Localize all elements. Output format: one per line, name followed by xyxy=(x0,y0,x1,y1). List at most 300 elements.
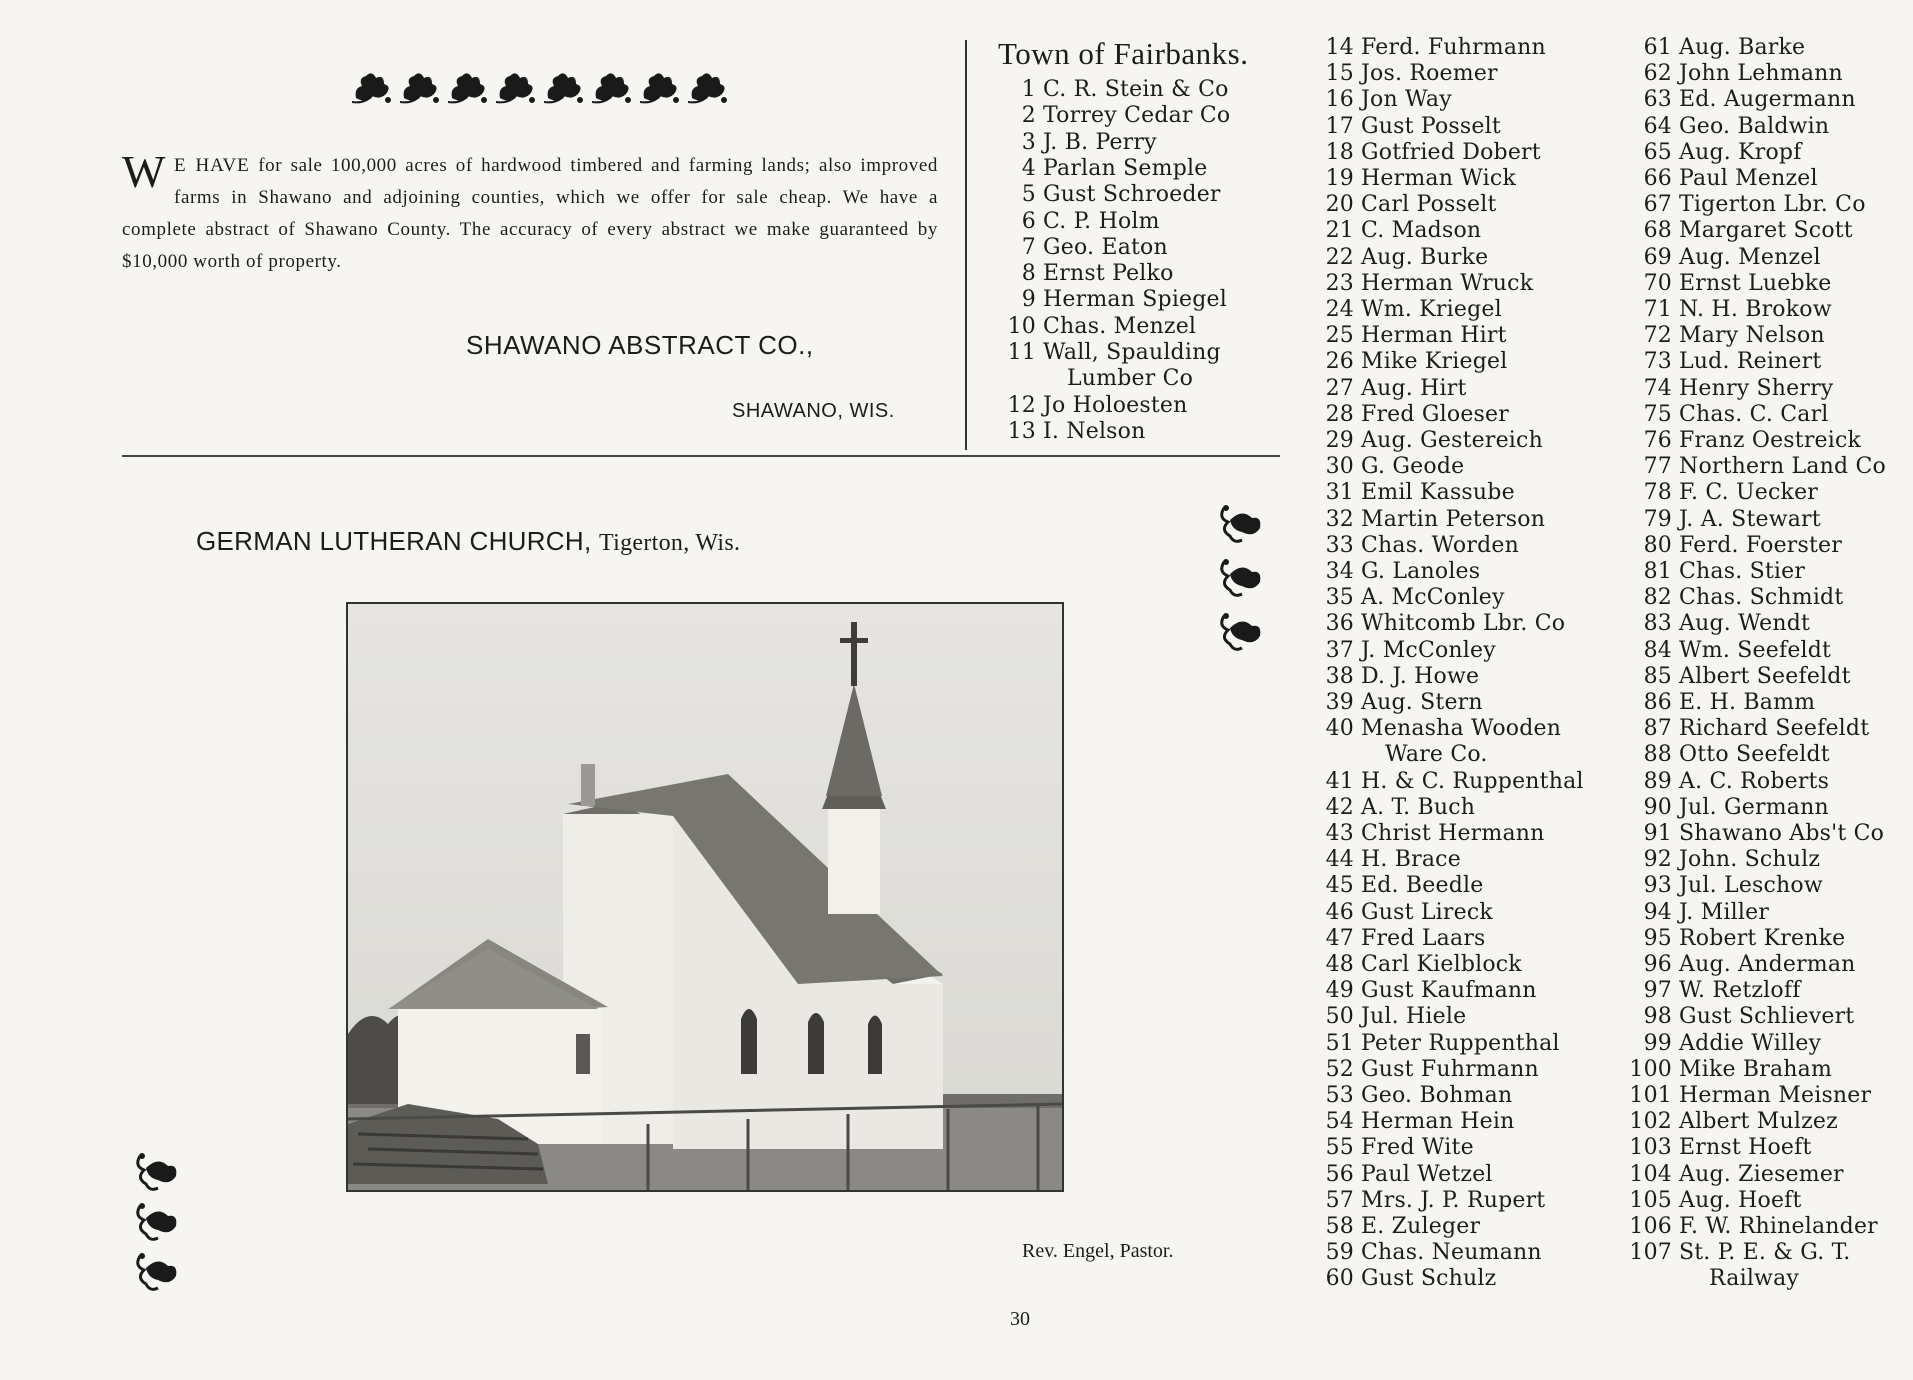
owner-row xyxy=(1318,114,1501,140)
vertical-divider xyxy=(965,40,967,450)
owner-row xyxy=(1318,166,1516,192)
fleuron-icon xyxy=(686,66,730,108)
owner-number: 34 xyxy=(1325,559,1354,584)
owner-name: Emil Kassube xyxy=(1361,480,1515,506)
fleuron-icon xyxy=(398,66,442,108)
owner-name: Aug. Menzel xyxy=(1679,244,1821,270)
owner-name: N. H. Brokow xyxy=(1679,297,1832,322)
owner-number: 95 xyxy=(1643,925,1672,951)
church-title-caps: GERMAN LUTHERAN CHURCH, xyxy=(196,526,592,556)
owner-number: 49 xyxy=(1325,978,1354,1004)
owner-row xyxy=(1318,664,1479,690)
owner-row xyxy=(1318,690,1483,716)
ad-body: for sale 100,000 acres of hardwood timbered and farming lands; also improved farms in Shawano and adjoining counties, which we offer for sale cheap. We have a complete abstract of Shawano County. The accuracy of every abstract we make guaranteed by $10,000 worth of property. xyxy=(122,155,938,272)
owner-row xyxy=(1318,1057,1539,1083)
owner-row xyxy=(1318,454,1464,480)
owner-number: 13 xyxy=(1007,418,1036,444)
owner-name: Jos. Roemer xyxy=(1361,61,1498,87)
owner-number: 88 xyxy=(1643,742,1672,768)
owner-row xyxy=(1318,1188,1545,1214)
owner-number: 11 xyxy=(1007,340,1036,365)
owner-name: Otto Seefeldt xyxy=(1679,742,1830,768)
owner-row xyxy=(1318,61,1498,87)
owner-row xyxy=(1628,61,1843,87)
owner-number: 50 xyxy=(1325,1004,1354,1030)
owner-name: E. Zuleger xyxy=(1361,1214,1481,1239)
owner-name: Herman Wick xyxy=(1361,166,1516,191)
owner-row xyxy=(1628,821,1884,847)
owner-name: Margaret Scott xyxy=(1679,218,1853,244)
owner-number: 97 xyxy=(1643,978,1672,1004)
owner-name: Tigerton Lbr. Co xyxy=(1679,192,1866,218)
owner-number: 54 xyxy=(1325,1109,1354,1135)
owner-row xyxy=(1628,1135,1812,1161)
owner-number: 36 xyxy=(1325,611,1354,637)
owner-number: 8 xyxy=(1021,261,1036,287)
owner-row xyxy=(1318,1083,1512,1109)
fleuron-icon xyxy=(542,66,586,108)
owner-row xyxy=(1318,978,1537,1004)
vine-icon xyxy=(132,1150,184,1198)
owner-row xyxy=(1628,297,1832,323)
owner-name: Albert Seefeldt xyxy=(1679,663,1851,689)
owner-row xyxy=(1318,349,1507,375)
owner-number: 82 xyxy=(1643,585,1672,611)
owner-row xyxy=(1318,87,1452,113)
owner-name: Whitcomb Lbr. Co xyxy=(1361,611,1566,637)
owner-name: Jul. Leschow xyxy=(1679,873,1823,899)
owner-name: Chas. Stier xyxy=(1679,559,1806,584)
horizontal-divider xyxy=(122,455,1280,457)
company-name: SHAWANO ABSTRACT CO., xyxy=(466,330,814,360)
owner-number: 52 xyxy=(1325,1056,1354,1082)
owner-row xyxy=(1000,235,1168,261)
fleuron-icon xyxy=(494,66,538,108)
owner-number: 68 xyxy=(1643,218,1672,244)
owner-name: St. P. E. & G. T. xyxy=(1679,1240,1851,1266)
vine-icon xyxy=(132,1200,184,1248)
owner-name: Menasha Wooden xyxy=(1361,716,1562,742)
owner-row xyxy=(1628,349,1821,375)
church-title-place: Tigerton, Wis. xyxy=(599,530,741,556)
owner-number: 16 xyxy=(1325,87,1354,113)
owner-row xyxy=(1318,192,1497,218)
owner-number: 66 xyxy=(1643,166,1672,191)
owner-number: 30 xyxy=(1325,454,1354,480)
owner-number: 99 xyxy=(1643,1030,1672,1056)
owner-row xyxy=(1628,716,1869,742)
owner-name: Paul Menzel xyxy=(1679,166,1818,191)
owner-number: 1 xyxy=(1021,77,1036,102)
owner-number: 6 xyxy=(1021,208,1036,234)
owner-row xyxy=(1318,218,1481,244)
owner-row xyxy=(1318,926,1486,952)
owner-name: Herman Hein xyxy=(1361,1109,1515,1135)
owner-row xyxy=(1628,271,1832,297)
owner-row xyxy=(1000,393,1188,419)
owner-row xyxy=(1628,638,1831,664)
owner-row xyxy=(1000,103,1230,129)
owner-number: 56 xyxy=(1325,1161,1354,1187)
owner-row xyxy=(1628,323,1825,349)
owner-row xyxy=(1318,1214,1480,1240)
owner-row xyxy=(1318,585,1505,611)
owner-row xyxy=(1628,585,1843,611)
vine-icon xyxy=(1216,502,1268,550)
owner-name: Geo. Bohman xyxy=(1361,1083,1513,1108)
owner-name: Richard Seefeldt xyxy=(1679,716,1870,742)
owner-name: Chas. Menzel xyxy=(1043,313,1197,339)
owner-number: 62 xyxy=(1643,61,1672,87)
owner-name: Geo. Baldwin xyxy=(1679,113,1830,139)
owner-row xyxy=(1628,1188,1802,1214)
owner-row xyxy=(1628,1240,1850,1266)
owner-number: 55 xyxy=(1325,1135,1354,1161)
owner-number: 94 xyxy=(1643,899,1672,925)
owner-name: Wall, Spaulding xyxy=(1043,340,1221,365)
owner-name: J. A. Stewart xyxy=(1679,506,1821,532)
owner-number: 20 xyxy=(1325,192,1354,218)
owner-number: 86 xyxy=(1643,690,1672,715)
owner-row xyxy=(1628,847,1820,873)
owner-number: 21 xyxy=(1325,218,1354,244)
owner-name: Torrey Cedar Co xyxy=(1043,103,1231,129)
vine-icon xyxy=(1216,556,1268,604)
owner-row xyxy=(1000,419,1146,445)
owner-number: 51 xyxy=(1325,1030,1354,1056)
owner-number: 102 xyxy=(1629,1109,1672,1135)
owner-name: F. W. Rhinelander xyxy=(1679,1214,1878,1239)
owner-name: Parlan Semple xyxy=(1043,155,1208,181)
owner-name: Chas. Schmidt xyxy=(1679,585,1844,611)
owner-row xyxy=(1318,323,1507,349)
owner-number: 69 xyxy=(1643,244,1672,270)
owner-row xyxy=(1628,114,1829,140)
owner-number: 96 xyxy=(1643,952,1672,977)
owner-name: Gust Fuhrmann xyxy=(1361,1056,1539,1082)
owner-number: 76 xyxy=(1643,428,1672,453)
owner-number: 31 xyxy=(1325,480,1354,506)
owner-name: C. Madson xyxy=(1361,218,1482,244)
owner-name: D. J. Howe xyxy=(1361,663,1480,689)
owner-name: Herman Spiegel xyxy=(1043,287,1228,313)
owner-name: Gust Schlievert xyxy=(1679,1004,1855,1030)
owner-row xyxy=(1318,900,1493,926)
owner-number: 35 xyxy=(1325,585,1354,611)
owner-number: 93 xyxy=(1643,873,1672,899)
owner-name: G. Geode xyxy=(1361,454,1465,480)
owner-number: 67 xyxy=(1643,192,1672,218)
owner-number: 64 xyxy=(1643,113,1672,139)
owner-number: 14 xyxy=(1325,35,1354,60)
owner-number: 29 xyxy=(1325,428,1354,453)
owner-name: Jon Way xyxy=(1361,87,1452,113)
owner-row xyxy=(1318,821,1545,847)
owner-row xyxy=(1628,140,1802,166)
owner-number: 42 xyxy=(1325,794,1354,820)
owner-name: Paul Wetzel xyxy=(1361,1161,1493,1187)
owner-name: Northern Land Co xyxy=(1679,454,1886,480)
owner-row xyxy=(1318,847,1461,873)
owner-name: Ed. Beedle xyxy=(1361,873,1484,899)
owner-row xyxy=(1628,978,1801,1004)
owner-number: 38 xyxy=(1325,663,1354,689)
owner-number: 41 xyxy=(1325,768,1354,794)
owner-row xyxy=(1628,402,1829,428)
owner-number: 59 xyxy=(1325,1240,1354,1266)
owner-row xyxy=(1318,533,1519,559)
town-title: Town of Fairbanks. xyxy=(998,36,1249,71)
owner-name: Aug. Hirt xyxy=(1361,375,1467,401)
owner-name: Gotfried Dobert xyxy=(1361,139,1541,165)
owner-name: Aug. Ziesemer xyxy=(1679,1161,1844,1187)
owner-number: 32 xyxy=(1325,506,1354,532)
owner-row xyxy=(1628,926,1845,952)
owner-number: 72 xyxy=(1643,323,1672,349)
owner-number: 43 xyxy=(1325,821,1354,846)
owner-number: 57 xyxy=(1325,1187,1354,1213)
fleuron-icon xyxy=(638,66,682,108)
owner-name: Jul. Hiele xyxy=(1361,1004,1467,1030)
owner-number: 18 xyxy=(1325,139,1354,165)
owner-name: A. C. Roberts xyxy=(1679,768,1830,794)
owner-name: John Lehmann xyxy=(1679,61,1843,87)
owner-row xyxy=(1628,1162,1844,1188)
owner-number: 84 xyxy=(1643,637,1672,663)
owner-number: 81 xyxy=(1643,559,1672,584)
owner-row xyxy=(1318,1240,1542,1266)
vine-icon xyxy=(1216,610,1268,658)
dropcap: W xyxy=(122,146,167,197)
owner-number: 89 xyxy=(1643,768,1672,794)
owner-name: Aug. Gestereich xyxy=(1361,428,1543,453)
church-caption: Rev. Engel, Pastor. xyxy=(1022,1240,1174,1262)
owner-number: 92 xyxy=(1643,847,1672,873)
owner-row xyxy=(1628,690,1815,716)
owner-row xyxy=(1628,87,1856,113)
owner-row xyxy=(1628,795,1829,821)
owner-name: G. Lanoles xyxy=(1361,559,1481,584)
owner-number: 4 xyxy=(1021,155,1036,181)
owner-row xyxy=(1318,245,1488,271)
owner-number: 48 xyxy=(1325,952,1354,977)
owner-name: Fred Wite xyxy=(1361,1135,1474,1161)
owner-name: Lumber Co xyxy=(1067,366,1194,392)
owner-number: 40 xyxy=(1325,716,1354,742)
owner-number: 10 xyxy=(1007,313,1036,339)
owner-row xyxy=(1628,35,1805,61)
owner-number: 53 xyxy=(1325,1083,1354,1108)
owner-number: 12 xyxy=(1007,392,1036,418)
owner-row xyxy=(1318,376,1467,402)
owner-name: Herman Meisner xyxy=(1679,1083,1872,1108)
owner-name: Carl Posselt xyxy=(1361,192,1497,218)
owner-name: Aug. Barke xyxy=(1679,35,1806,60)
owner-name: Herman Hirt xyxy=(1361,323,1507,349)
owner-row xyxy=(1318,140,1541,166)
owner-row xyxy=(1000,209,1160,235)
owner-name: Ferd. Fuhrmann xyxy=(1361,35,1546,60)
owner-row xyxy=(1318,559,1480,585)
owner-row xyxy=(1628,428,1861,454)
owner-row xyxy=(1318,769,1584,795)
owner-name: Robert Krenke xyxy=(1679,925,1846,951)
owner-row xyxy=(1318,1109,1514,1135)
owner-number: 26 xyxy=(1325,349,1354,375)
owner-number: 5 xyxy=(1021,182,1036,208)
owner-row xyxy=(1628,1083,1871,1109)
advertisement-text xyxy=(122,146,938,278)
church-photograph xyxy=(346,602,1064,1192)
owner-number: 7 xyxy=(1021,234,1036,260)
owner-row xyxy=(1628,559,1805,585)
owner-row xyxy=(1628,1109,1838,1135)
owner-row xyxy=(1628,480,1818,506)
owner-name: Shawano Abs't Co xyxy=(1679,821,1885,846)
owner-row xyxy=(1628,1004,1854,1030)
owner-number: 98 xyxy=(1643,1004,1672,1030)
owner-name: J. McConley xyxy=(1361,637,1496,663)
ornament-row xyxy=(350,66,700,108)
owner-number: 25 xyxy=(1325,323,1354,349)
owner-number: 15 xyxy=(1325,61,1354,87)
owner-name: Gust Lireck xyxy=(1361,899,1493,925)
owner-name: Mrs. J. P. Rupert xyxy=(1361,1187,1546,1213)
owner-name: Aug. Hoeft xyxy=(1679,1187,1802,1213)
owner-name: Franz Oestreick xyxy=(1679,428,1862,453)
owner-name: H. & C. Ruppenthal xyxy=(1361,768,1584,794)
owner-number: 106 xyxy=(1629,1214,1672,1239)
owner-number: 47 xyxy=(1325,925,1354,951)
owner-number: 91 xyxy=(1643,821,1672,846)
owner-name: H. Brace xyxy=(1361,847,1461,873)
owner-name: I. Nelson xyxy=(1043,418,1146,444)
owner-name: J. B. Perry xyxy=(1043,129,1157,155)
owner-number: 37 xyxy=(1325,637,1354,663)
owner-number: 104 xyxy=(1629,1161,1672,1187)
owner-row xyxy=(1628,664,1851,690)
owner-name: Gust Schroeder xyxy=(1043,182,1221,208)
owner-name: Chas. Worden xyxy=(1361,532,1519,558)
owner-name: W. Retzloff xyxy=(1679,978,1801,1004)
owner-number: 101 xyxy=(1629,1083,1672,1108)
church-title xyxy=(196,526,740,557)
owner-row xyxy=(1628,611,1810,637)
owner-name: A. T. Buch xyxy=(1361,794,1476,820)
owner-name: Chas. C. Carl xyxy=(1679,401,1829,427)
owner-name: C. R. Stein & Co xyxy=(1043,77,1229,102)
owner-name: Ed. Augermann xyxy=(1679,87,1856,113)
owner-name: Ernst Hoeft xyxy=(1679,1135,1812,1161)
owner-row xyxy=(1318,271,1533,297)
owner-name: Geo. Eaton xyxy=(1043,234,1168,260)
owner-number: 2 xyxy=(1021,103,1036,129)
owner-number: 70 xyxy=(1643,270,1672,296)
owner-number: 24 xyxy=(1325,297,1354,322)
owner-row xyxy=(1000,287,1227,313)
owner-number: 80 xyxy=(1643,532,1672,558)
owner-row xyxy=(1628,900,1769,926)
owner-name: Chas. Neumann xyxy=(1361,1240,1542,1266)
owner-row xyxy=(1628,1031,1821,1057)
owner-name: Lud. Reinert xyxy=(1679,349,1822,375)
owner-row xyxy=(1318,952,1522,978)
owner-row xyxy=(1628,245,1821,271)
owner-number: 39 xyxy=(1325,690,1354,715)
owner-name: Ernst Luebke xyxy=(1679,270,1832,296)
owner-row xyxy=(1000,77,1229,103)
owner-number: 85 xyxy=(1643,663,1672,689)
owner-row xyxy=(1318,742,1488,768)
owner-row xyxy=(1000,182,1221,208)
owner-name: Christ Hermann xyxy=(1361,821,1545,846)
company-city: SHAWANO, WIS. xyxy=(732,400,895,422)
owner-row xyxy=(1628,1214,1878,1240)
owner-number: 44 xyxy=(1325,847,1354,873)
owner-number: 65 xyxy=(1643,139,1672,165)
owner-row xyxy=(1318,402,1509,428)
owner-number: 74 xyxy=(1643,375,1672,401)
owner-row xyxy=(1318,1004,1466,1030)
owner-row xyxy=(1318,507,1545,533)
owner-number: 75 xyxy=(1643,401,1672,427)
owner-name: J. Miller xyxy=(1679,899,1770,925)
owner-number: 60 xyxy=(1325,1266,1354,1292)
owner-number: 87 xyxy=(1643,716,1672,742)
owner-name: Aug. Burke xyxy=(1361,244,1489,270)
owner-name: Aug. Anderman xyxy=(1679,952,1856,977)
owner-number: 63 xyxy=(1643,87,1672,113)
owner-row xyxy=(1318,1162,1493,1188)
fleuron-icon xyxy=(350,66,394,108)
owner-number: 45 xyxy=(1325,873,1354,899)
page-number: 30 xyxy=(1010,1308,1030,1330)
owner-number: 73 xyxy=(1643,349,1672,375)
owner-name: Addie Willey xyxy=(1679,1030,1822,1056)
owner-number: 103 xyxy=(1629,1135,1672,1161)
owner-number: 71 xyxy=(1643,297,1672,322)
owner-row xyxy=(1628,218,1853,244)
vine-icon xyxy=(132,1250,184,1298)
owner-name: Herman Wruck xyxy=(1361,270,1534,296)
owner-name: Fred Gloeser xyxy=(1361,401,1509,427)
owner-name: Mary Nelson xyxy=(1679,323,1825,349)
ad-first-word: E HAVE xyxy=(174,155,250,176)
owner-name: John. Schulz xyxy=(1679,847,1821,873)
owner-name: Aug. Wendt xyxy=(1679,611,1811,637)
owner-name: Wm. Seefeldt xyxy=(1679,637,1832,663)
owner-row xyxy=(1000,130,1157,156)
fleuron-icon xyxy=(446,66,490,108)
owner-row xyxy=(1318,297,1502,323)
owner-row xyxy=(1318,795,1475,821)
owner-row xyxy=(1000,340,1221,366)
owner-row xyxy=(1318,1135,1474,1161)
owner-name: Jul. Germann xyxy=(1679,794,1829,820)
fleuron-icon xyxy=(590,66,634,108)
owner-row xyxy=(1628,454,1886,480)
owner-name: Gust Posselt xyxy=(1361,113,1501,139)
owner-row xyxy=(1628,769,1829,795)
owner-row xyxy=(1628,873,1823,899)
owner-number: 61 xyxy=(1643,35,1672,60)
owner-row xyxy=(1318,611,1565,637)
owner-row xyxy=(1000,314,1196,340)
owner-number: 9 xyxy=(1021,287,1036,313)
owner-row xyxy=(1628,742,1830,768)
owner-name: Martin Peterson xyxy=(1361,506,1546,532)
owner-name: Gust Kaufmann xyxy=(1361,978,1537,1004)
